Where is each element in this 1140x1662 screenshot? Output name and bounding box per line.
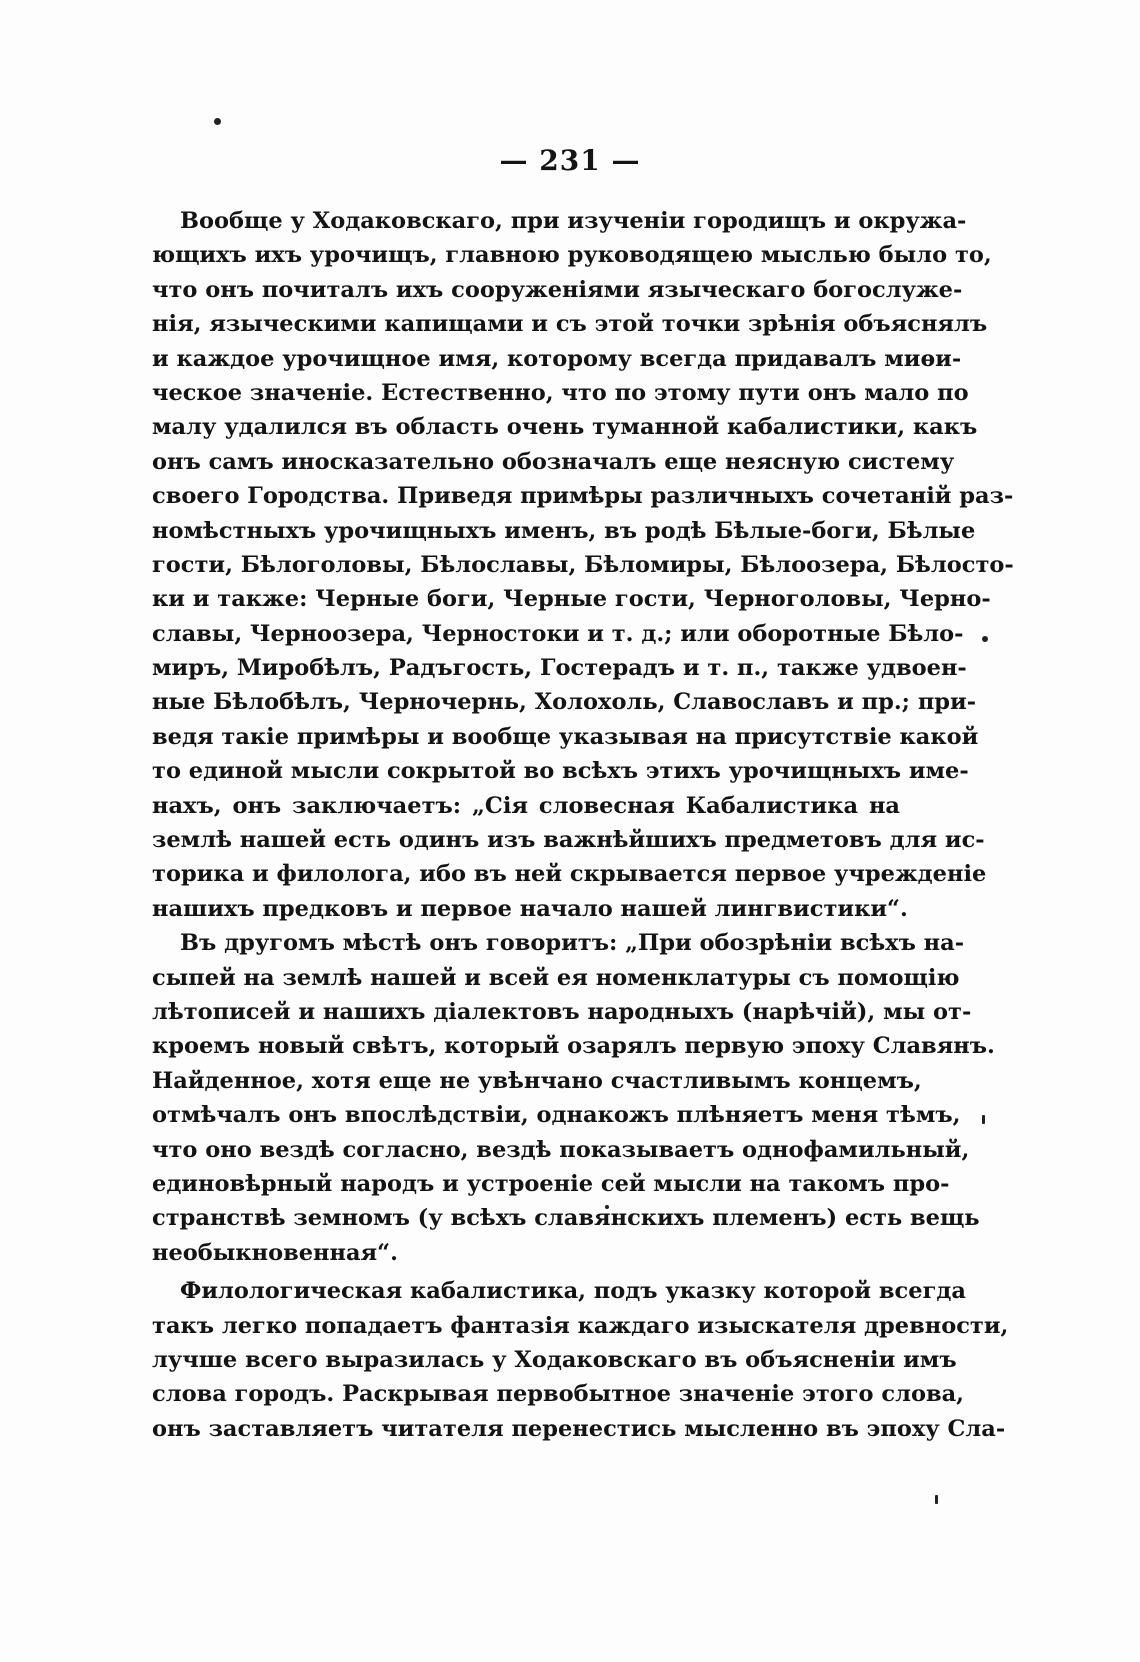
text-line: номѣстныхъ урочищныхъ именъ, въ родѣ Бѣлые-боги, Бѣлые xyxy=(152,517,976,544)
ink-speck xyxy=(935,1495,938,1504)
ink-speck xyxy=(214,118,221,125)
text-line: торика и филолога, ибо въ ней скрывается первое учрежденіе xyxy=(152,861,987,888)
text-line: миръ, Миробѣлъ, Радъгость, Гостерадъ и т. п., также удвоен- xyxy=(152,655,967,682)
text-line: что онъ почиталъ ихъ сооруженіями языческаго богослуже- xyxy=(152,276,963,303)
text-line: сыпей на землѣ нашей и всей ея номенклатуры съ помощію xyxy=(152,964,960,991)
text-line: что оно вездѣ согласно, вездѣ показываетъ однофамильный, xyxy=(152,1136,970,1163)
text-line: и каждое урочищное имя, которому всегда придавалъ миѳи- xyxy=(152,345,962,372)
text-line: то единой мысли сокрытой во всѣхъ этихъ урочищныхъ име- xyxy=(152,758,969,785)
text-line: нашихъ предковъ и первое начало нашей лингвистики“. xyxy=(152,895,908,922)
text-line: лѣтописей и нашихъ діалектовъ народныхъ (нарѣчій), мы от- xyxy=(152,998,972,1025)
text-line: малу удалился въ область очень туманной кабалистики, какъ xyxy=(152,414,978,441)
text-line: странствѣ земномъ (у всѣхъ славянскихъ племенъ) есть вещь xyxy=(152,1205,980,1232)
text-line: Филологическая кабалистика, подъ указку которой всегда xyxy=(180,1278,966,1305)
ink-speck xyxy=(982,1115,985,1124)
text-line: своего Городства. Приведя примѣры различныхъ сочетаній раз- xyxy=(152,483,1014,510)
text-line: ки и также: Черные боги, Черные гости, Черноголовы, Черно- xyxy=(152,586,991,613)
text-line: нія, языческими капищами и съ этой точки зрѣнія объяснялъ xyxy=(152,311,988,338)
text-line: кроемъ новый свѣтъ, который озарялъ первую эпоху Славянъ. xyxy=(152,1033,995,1060)
text-line: ющихъ ихъ урочищъ, главною руководящею мыслью было то, xyxy=(152,242,992,269)
text-line: онъ заставляетъ читателя перенестись мысленно въ эпоху Сла- xyxy=(152,1415,1006,1442)
text-line: Въ другомъ мѣстѣ онъ говоритъ: „При обозрѣніи всѣхъ на- xyxy=(180,930,965,957)
text-line: единовѣрный народъ и устроеніе сей мысли на такомъ про- xyxy=(152,1170,950,1197)
text-line: Найденное, хотя еще не увѣнчано счастливымъ концемъ, xyxy=(152,1067,922,1094)
text-line: онъ самъ иносказательно обозначалъ еще неясную систему xyxy=(152,448,955,475)
text-line: гости, Бѣлоголовы, Бѣлославы, Бѣломиры, Бѣлоозера, Бѣлосто- xyxy=(152,551,1014,578)
text-line: нахъ, онъ заключаетъ: „Сія словесная Кабалистика на xyxy=(152,792,900,819)
text-line: Вообще у Ходаковскаго, при изученіи городищъ и окружа- xyxy=(180,208,967,234)
text-line: лучше всего выразилась у Ходаковскаго въ объясненіи имъ xyxy=(152,1346,957,1373)
text-line: ные Бѣлобѣлъ, Черночернь, Холохоль, Славославъ и пр.; при- xyxy=(152,689,977,716)
text-line: землѣ нашей есть одинъ изъ важнѣйшихъ предметовъ для ис- xyxy=(152,827,985,854)
text-line: отмѣчалъ онъ впослѣдствіи, однакожъ плѣняетъ меня тѣмъ, xyxy=(152,1102,961,1129)
text-line: славы, Черноозера, Черностоки и т. д.; или оборотные Бѣло- xyxy=(152,620,964,647)
body-text xyxy=(152,204,1014,1446)
text-line: ческое значеніе. Естественно, что по этому пути онъ мало по xyxy=(152,379,969,406)
text-line: необыкновенная“. xyxy=(152,1239,398,1266)
ink-speck xyxy=(982,636,988,642)
text-line: такъ легко попадаетъ фантазія каждаго изыскателя древности, xyxy=(152,1312,1009,1339)
text-line: ведя такіе примѣры и вообще указывая на присутствіе какой xyxy=(152,723,979,750)
page-number: — 231 — xyxy=(499,144,641,177)
text-line: слова городъ. Раскрывая первобытное значеніе этого слова, xyxy=(152,1381,965,1408)
